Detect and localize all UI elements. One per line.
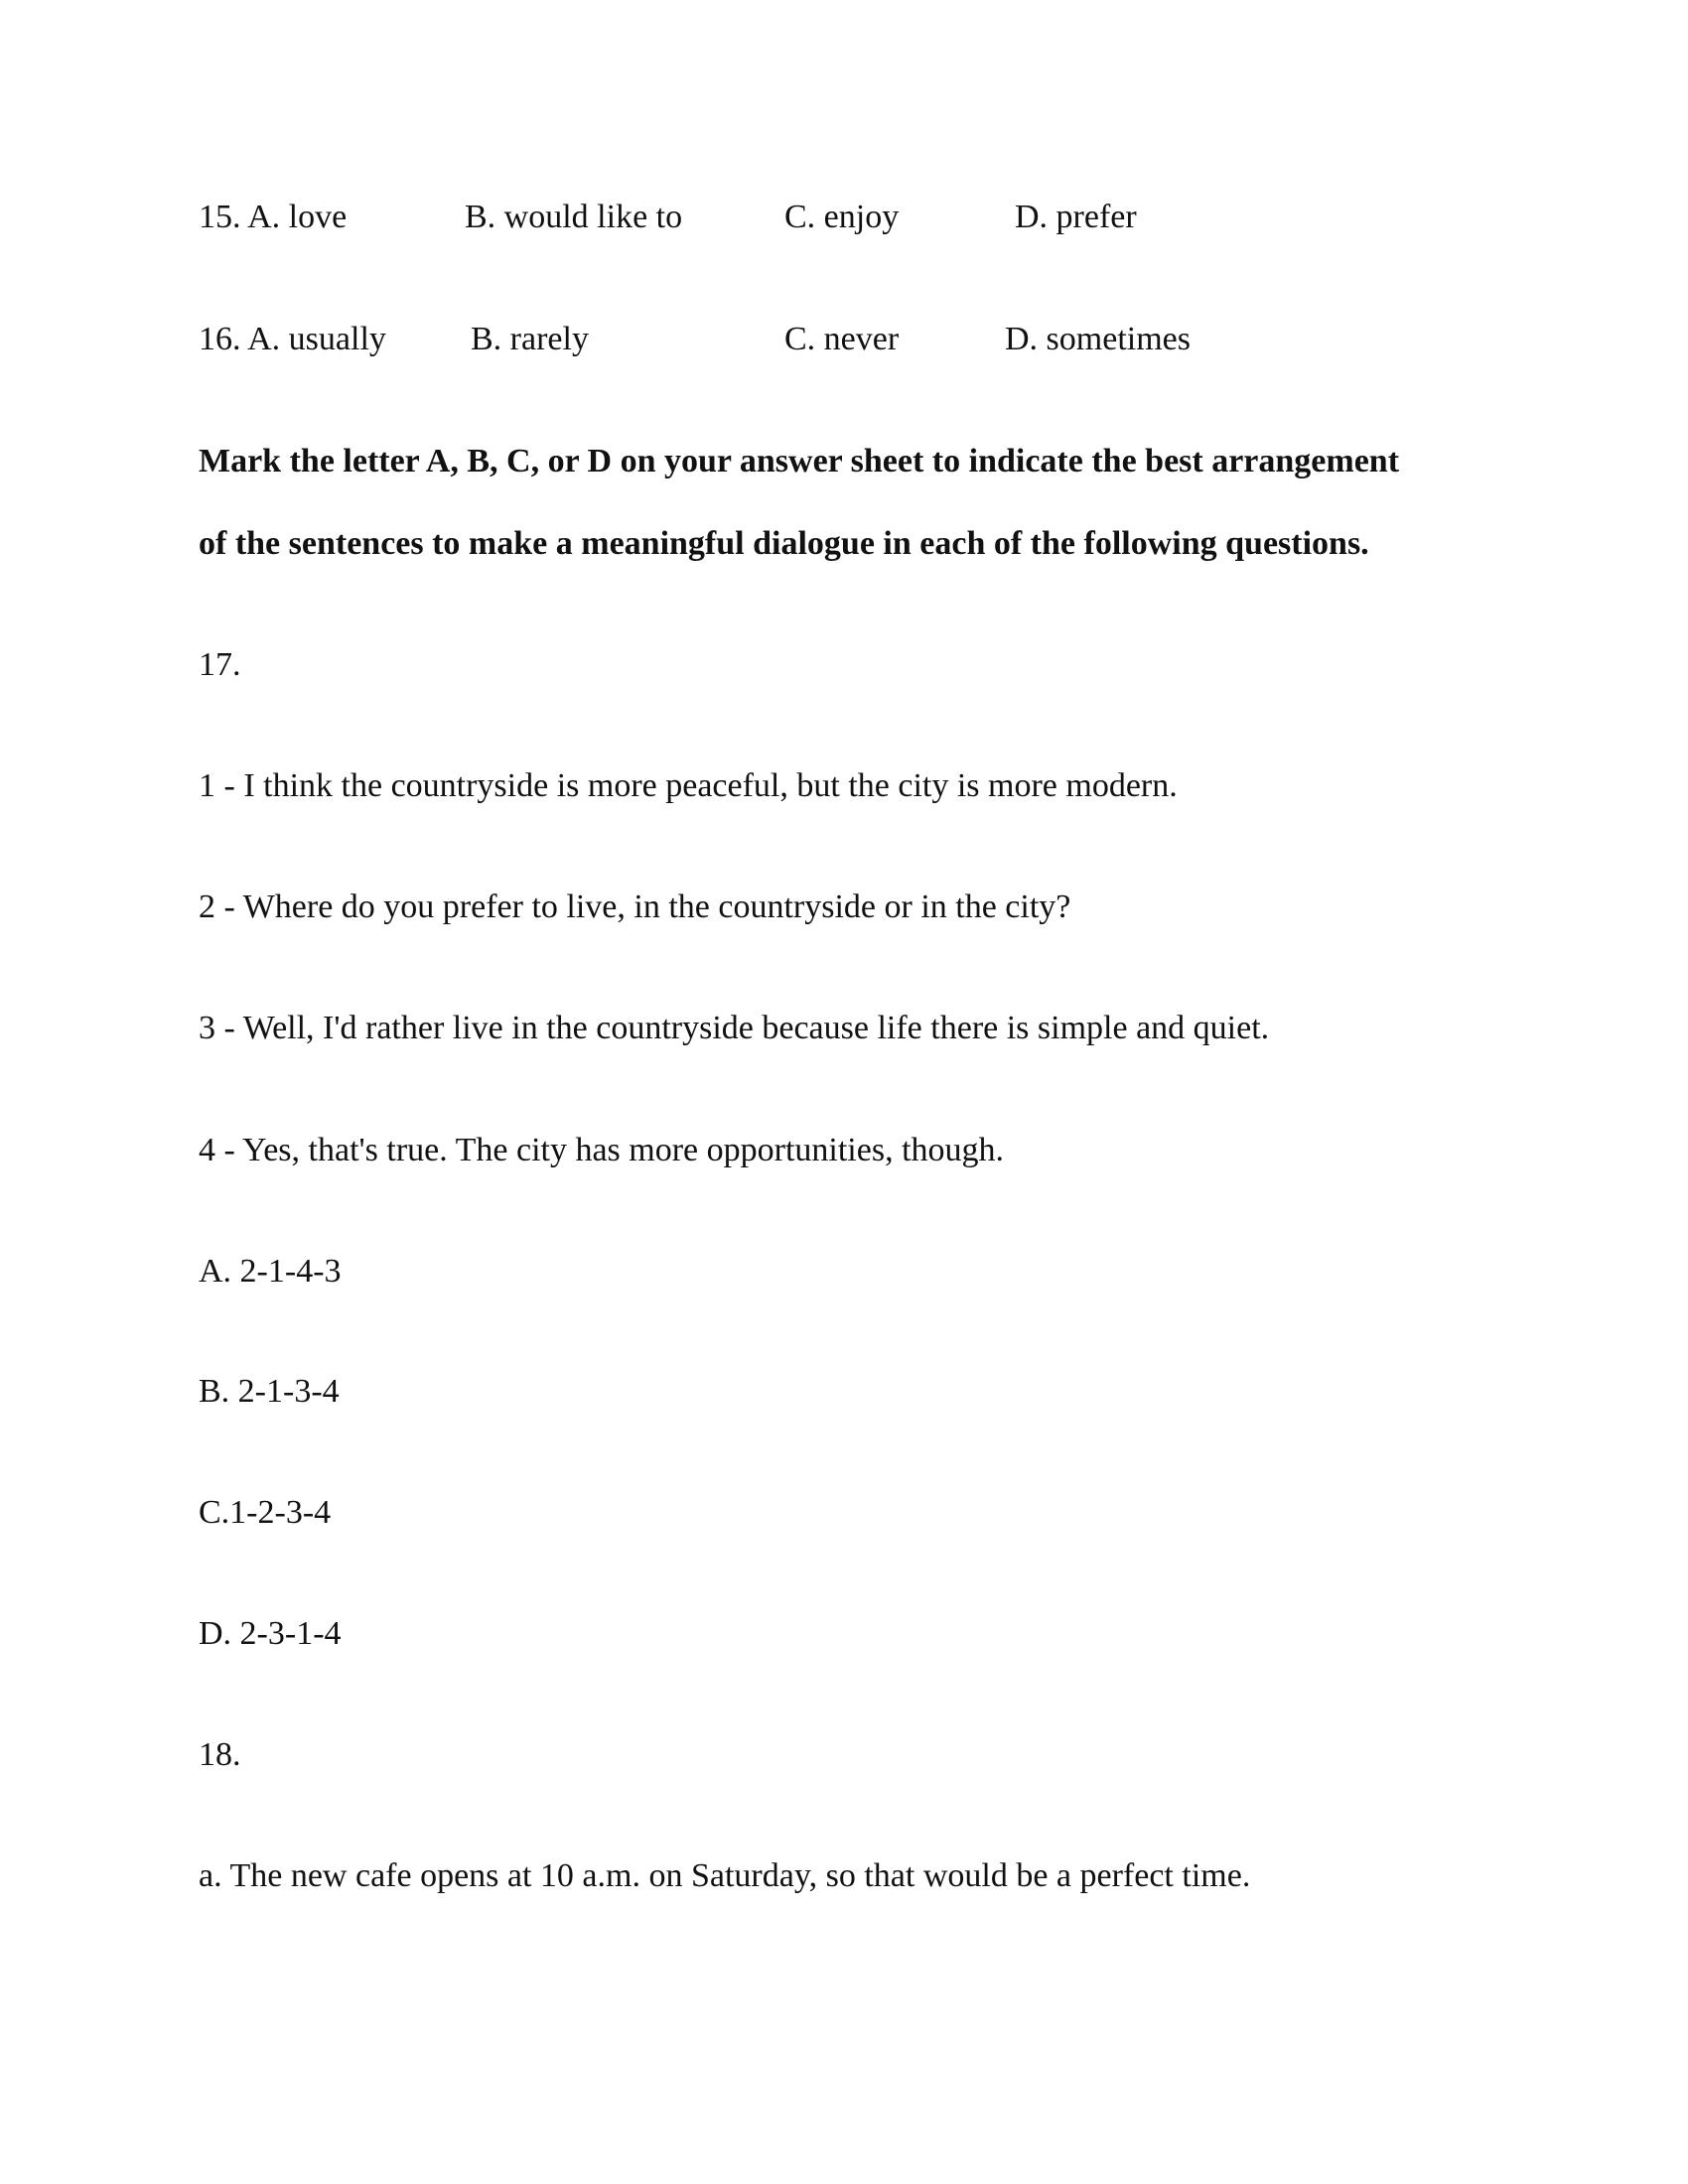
q16-option-a: 16. A. usually bbox=[199, 321, 386, 357]
q17-sentence-2: 2 - Where do you prefer to live, in the countryside or in the city? bbox=[199, 888, 1071, 925]
q17-sentence-3: 3 - Well, I'd rather live in the countryside because life there is simple and quiet. bbox=[199, 1010, 1270, 1046]
q15-option-c: C. enjoy bbox=[784, 199, 900, 235]
q17-sentence-4: 4 - Yes, that's true. The city has more opportunities, though. bbox=[199, 1132, 1005, 1168]
instruction-line-2: of the sentences to make a meaningful dialogue in each of the following questions. bbox=[199, 525, 1369, 562]
q15-option-b: B. would like to bbox=[465, 199, 683, 235]
q17-sentence-1: 1 - I think the countryside is more peaceful, but the city is more modern. bbox=[199, 767, 1178, 804]
q17-option-a: A. 2-1-4-3 bbox=[199, 1253, 342, 1290]
q17-option-c: C.1-2-3-4 bbox=[199, 1494, 332, 1531]
q16-option-b: B. rarely bbox=[471, 321, 589, 357]
instruction-line-1: Mark the letter A, B, C, or D on your answer sheet to indicate the best arrangement bbox=[199, 443, 1400, 479]
q16-option-d: D. sometimes bbox=[1005, 321, 1191, 357]
question-18-number: 18. bbox=[199, 1736, 241, 1773]
q17-option-b: B. 2-1-3-4 bbox=[199, 1373, 340, 1410]
question-17-number: 17. bbox=[199, 646, 241, 683]
q17-option-d: D. 2-3-1-4 bbox=[199, 1615, 342, 1652]
q15-option-d: D. prefer bbox=[1015, 199, 1137, 235]
q18-sentence-a: a. The new cafe opens at 10 a.m. on Saturday, so that would be a perfect time. bbox=[199, 1857, 1251, 1894]
q16-option-c: C. never bbox=[784, 321, 900, 357]
q15-option-a: 15. A. love bbox=[199, 199, 348, 235]
